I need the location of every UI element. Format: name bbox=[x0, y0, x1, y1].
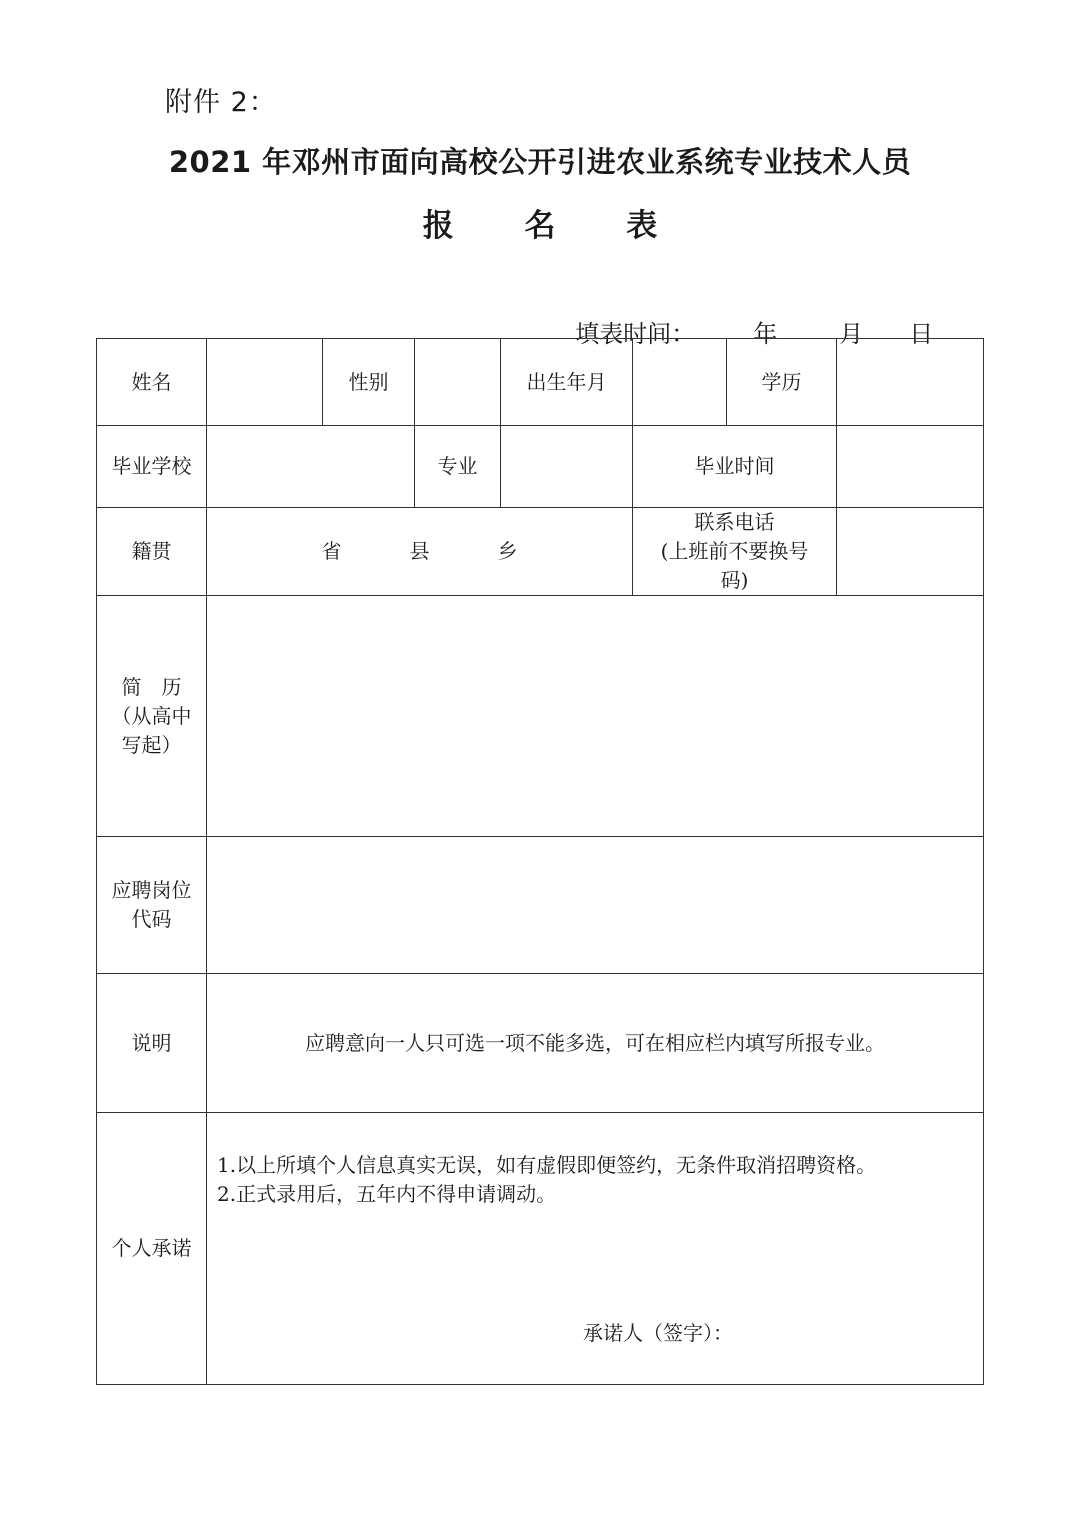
row-school-info bbox=[97, 426, 984, 508]
resume-label-line2: （从高中 bbox=[111, 703, 192, 728]
pledge-label: 个人承诺 bbox=[97, 1113, 207, 1385]
name-label: 姓名 bbox=[97, 339, 207, 426]
position-code-label bbox=[97, 837, 207, 974]
row-resume bbox=[97, 596, 984, 837]
gender-label: 性别 bbox=[323, 339, 415, 426]
page-title: 2021 年邓州市面向高校公开引进农业系统专业技术人员 bbox=[168, 145, 912, 179]
birth-label: 出生年月 bbox=[501, 339, 633, 426]
county-unit: 县 bbox=[409, 539, 430, 563]
resume-label-line3: 写起） bbox=[121, 732, 182, 757]
note-text: 应聘意向一人只可选一项不能多选，可在相应栏内填写所报专业。 bbox=[207, 974, 984, 1113]
pledge-item-1: 1.以上所填个人信息真实无误，如有虚假即便签约，无条件取消招聘资格。 bbox=[217, 1153, 877, 1177]
phone-label bbox=[633, 508, 837, 596]
row-note bbox=[97, 974, 984, 1113]
school-field[interactable] bbox=[207, 426, 415, 508]
fill-date-day: 日 bbox=[909, 320, 934, 348]
registration-form-table bbox=[96, 338, 984, 1385]
birth-field[interactable] bbox=[633, 339, 727, 426]
fill-date-month: 月 bbox=[839, 320, 864, 348]
township-unit: 乡 bbox=[497, 539, 518, 563]
school-label: 毕业学校 bbox=[97, 426, 207, 508]
resume-label bbox=[97, 596, 207, 837]
note-label: 说明 bbox=[97, 974, 207, 1113]
position-code-label-line2: 代码 bbox=[131, 907, 172, 931]
pledge-cell bbox=[207, 1113, 984, 1385]
row-basic-info bbox=[97, 339, 984, 426]
row-position-code bbox=[97, 837, 984, 974]
resume-label-line1: 简 历 bbox=[121, 674, 182, 699]
name-field[interactable] bbox=[207, 339, 323, 426]
education-label: 学历 bbox=[727, 339, 837, 426]
major-field[interactable] bbox=[501, 426, 633, 508]
phone-label-line3: 码) bbox=[720, 568, 749, 592]
native-place-units bbox=[288, 537, 552, 566]
signature-label[interactable]: 承诺人（签字）： bbox=[583, 1321, 733, 1345]
resume-field[interactable] bbox=[207, 596, 984, 837]
province-unit: 省 bbox=[321, 539, 342, 563]
form-subtitle: 报 名 表 bbox=[422, 208, 688, 244]
pledge-item-2: 2.正式录用后，五年内不得申请调动。 bbox=[217, 1182, 557, 1206]
native-label: 籍贯 bbox=[97, 508, 207, 596]
phone-field[interactable] bbox=[837, 508, 984, 596]
education-field[interactable] bbox=[837, 339, 984, 426]
grad-time-label: 毕业时间 bbox=[633, 426, 837, 508]
position-code-label-line1: 应聘岗位 bbox=[111, 878, 192, 902]
native-field[interactable] bbox=[207, 508, 633, 596]
pledge-items bbox=[217, 1151, 876, 1209]
gender-field[interactable] bbox=[415, 339, 501, 426]
phone-label-line2: (上班前不要换号 bbox=[660, 539, 809, 563]
major-label: 专业 bbox=[415, 426, 501, 508]
fill-date-year: 年 bbox=[753, 320, 778, 348]
row-pledge bbox=[97, 1113, 984, 1385]
phone-label-line1: 联系电话 bbox=[694, 510, 775, 534]
grad-time-field[interactable] bbox=[837, 426, 984, 508]
fill-date-label: 填表时间： bbox=[575, 320, 696, 348]
position-code-field[interactable] bbox=[207, 837, 984, 974]
row-native-phone bbox=[97, 508, 984, 596]
annex-label: 附件 2： bbox=[165, 87, 277, 118]
